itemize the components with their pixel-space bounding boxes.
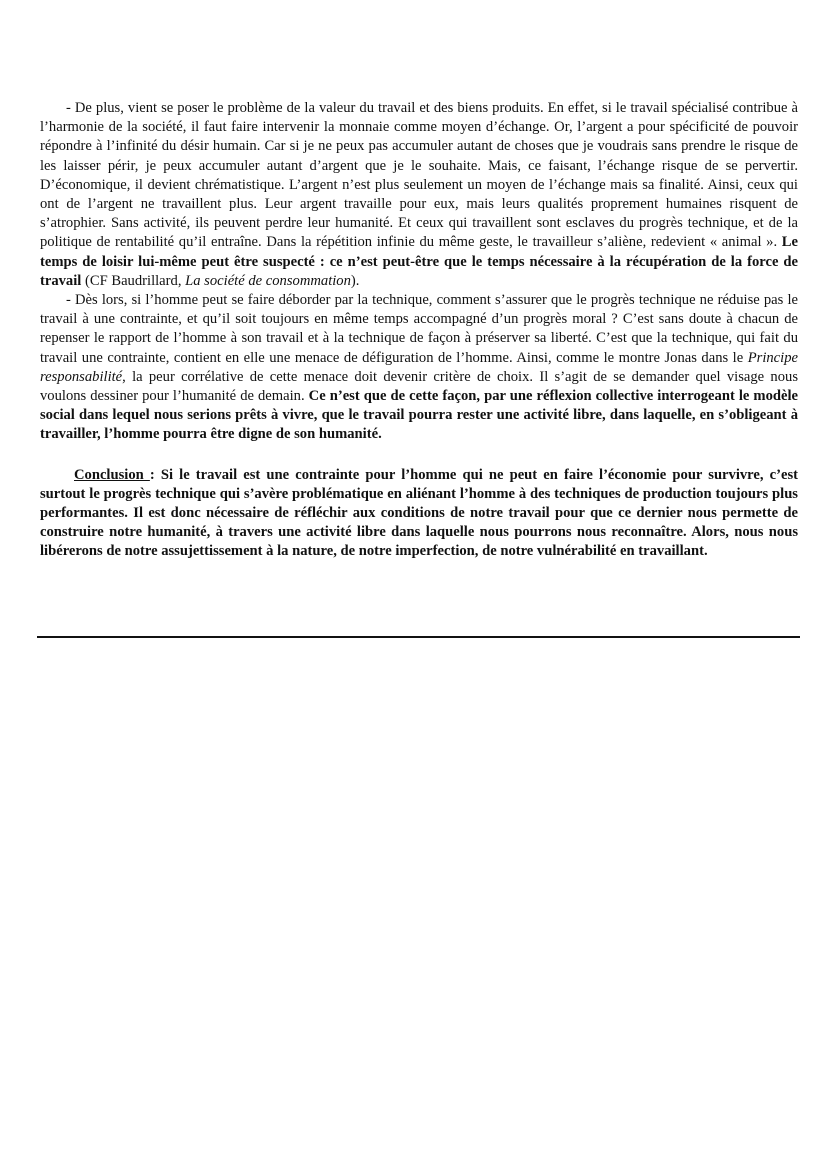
text-run: , la peur corrélative de cette menace doit devenir critère de choix. Il s’agit de se demander quel visage nous voulons dessiner pour l’humanité de demain. xyxy=(40,368,798,405)
conclusion-text: Si le travail est une contrainte pour l’homme qui ne peut en faire l’économie pour survivre, c’est surtout le progrès technique qui s’avère problématique en aliénant l’homme à des techniques de production toujours plus performantes. Il est donc nécessaire de réfléchir aux conditions de notre travail pour que ce dernier nous permette de construire notre humanité, à travers une activité libre dans laquelle nous pourrons nous reconnaître. Alors, nous nous libérerons de notre assujettissement à la nature, de notre imperfection, de notre vulnérabilité en travaillant. xyxy=(40,466,798,560)
text-run: ). xyxy=(350,272,360,289)
text-run: - Dès lors, si l’homme peut se faire déborder par la technique, comment s’assurer que le progrès technique ne réduise pas le travail à une contrainte, et qu’il soit toujours en même temps accompagné d’un progrès moral ? C’est sans doute à chacun de repenser le rapport de l’homme à son travail et à la technique de façon à préserver sa liberté. C’est que la technique, qui fait du travail une contrainte, contient en elle une menace de défiguration de l’homme. Ainsi, comme le montre Jonas dans le xyxy=(40,292,798,366)
text-bold: Ce n’est que de cette façon, par une réflexion collective interrogeant le modèle social dans lequel nous serions prêts à vivre, que le travail pourra rester une activité libre, dans laquelle, en s’obligeant à travailler, l’homme pourra être digne de son humanité. xyxy=(40,388,799,443)
text-italic: La société de consommation xyxy=(185,272,351,289)
conclusion-separator: : xyxy=(149,466,161,483)
horizontal-rule xyxy=(37,636,800,638)
paragraph-2 xyxy=(40,291,798,445)
conclusion-label: Conclusion xyxy=(74,466,150,483)
text-run: - De plus, vient se poser le problème de la valeur du travail et des biens produits. En effet, si le travail spécialisé contribue à l’harmonie de la société, il faut faire intervenir la monnaie comme moyen d’échange. Or, l’argent a pour spécificité de pouvoir répondre à l’infinité du désir humain. Car si je ne peux pas accumuler autant de choses que je voudrais sans prendre le risque de les laisser périr, je peux accumuler autant d’argent que je le souhaite. Mais, ce faisant, l’échange risque de se pervertir. D’économique, il devient chrématistique. L’argent n’est plus seulement un moyen de l’échange mais sa finalité. Ainsi, ceux qui ont de l’argent ne travaillent plus. Leur argent travaille pour eux, mais leurs qualités proprement humaines risquent de s’atrophier. Sans activité, ils peuvent perdre leur humanité. Et ceux qui travaillent sont esclaves du progrès technique, et de la politique de rentabilité qu’il entraîne. Dans la répétition infinie du même geste, le travailleur s’aliène, redevient « animal ». xyxy=(40,100,798,251)
paragraph-1 xyxy=(40,99,798,291)
document-page xyxy=(40,99,798,562)
conclusion-paragraph xyxy=(40,466,798,562)
text-italic: Principe responsabilité xyxy=(40,349,798,385)
text-run: (CF Baudrillard, xyxy=(81,272,186,289)
text-bold: Le temps de loisir lui-même peut être suspecté : ce n’est peut-être que le temps nécessaire à la récupération de la force de travail xyxy=(40,234,798,289)
body-text xyxy=(40,99,798,445)
